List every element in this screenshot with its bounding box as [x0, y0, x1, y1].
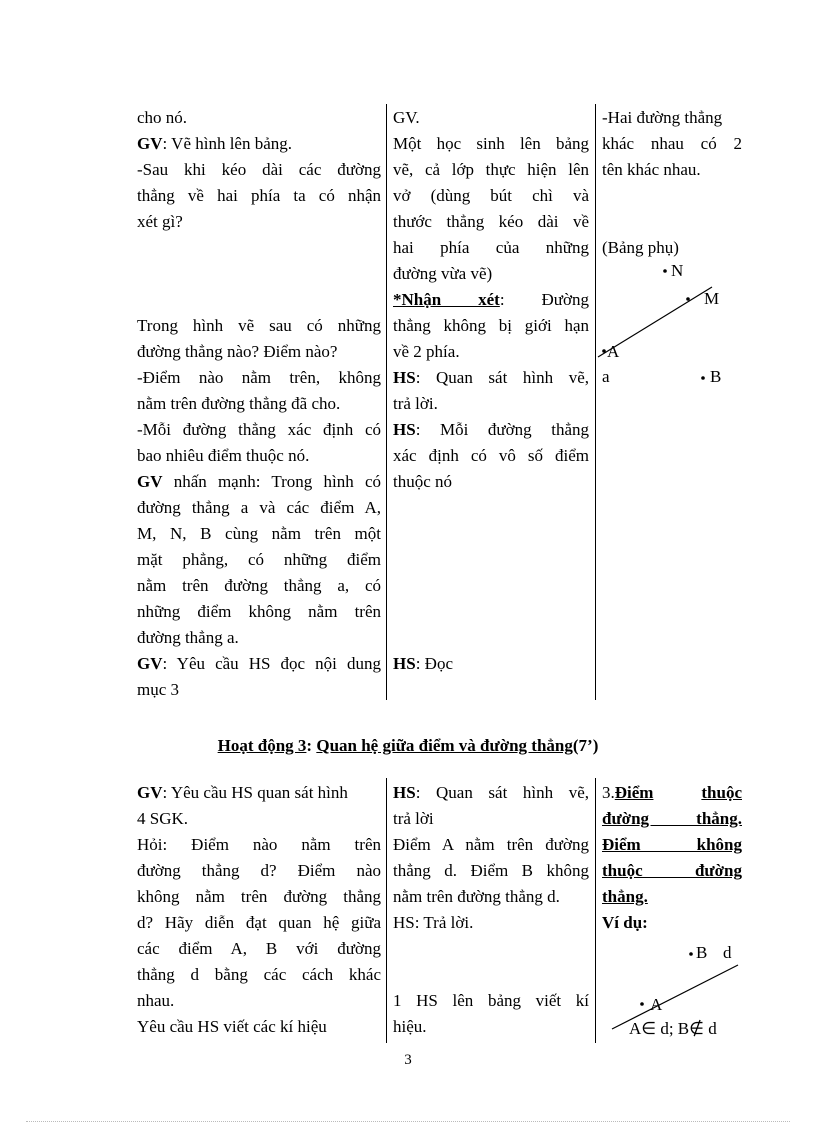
line-text: xác định có vô số điểm: [393, 446, 589, 465]
line-text: Trong hình vẽ sau có những: [137, 316, 381, 335]
keyword: HS: [393, 654, 416, 673]
label-N: N: [671, 261, 684, 280]
line-text: các điểm A, B với đường: [137, 939, 381, 958]
keyword: HS: [393, 368, 416, 387]
label-B2: B: [696, 943, 708, 962]
keyword: GV: [137, 472, 163, 491]
label-M: M: [704, 289, 720, 308]
line-text: : Quan sát hình vẽ,: [415, 783, 589, 802]
line-text: trả lời: [393, 809, 434, 828]
keyword: HS: [393, 783, 416, 802]
line-text: : Đường: [499, 290, 589, 309]
line-text: M, N, B cùng nằm trên một: [137, 524, 381, 543]
line-text: -Sau khi kéo dài các đường: [137, 160, 381, 179]
line-text: -Điểm nào nằm trên, không: [137, 368, 381, 387]
label-B: B: [710, 367, 722, 386]
line-text: thẳng về hai phía ta có nhận: [137, 186, 381, 205]
keyword: *Nhận xét: [393, 290, 500, 309]
line-text: thẳng d. Điểm B không: [393, 861, 589, 880]
section-3-title-line-3: Điểm không: [602, 835, 742, 854]
line-text: những điểm không nằm trên: [137, 602, 381, 621]
line-text: đường vừa vẽ): [393, 264, 493, 283]
line-text: mục 3: [137, 680, 180, 699]
line-text: : Mỗi đường thẳng: [415, 420, 589, 439]
page-bottom-border: [26, 1121, 790, 1122]
line-text: : Vẽ hình lên bảng.: [162, 134, 293, 153]
line-text: bao nhiêu điểm thuộc nó.: [137, 446, 310, 465]
line-text: -Mỗi đường thẳng xác định có: [137, 420, 381, 439]
label-d: d: [723, 943, 732, 962]
heading-colon: :: [306, 736, 317, 755]
label-a: a: [602, 367, 610, 386]
line-text: : Quan sát hình vẽ,: [415, 368, 589, 387]
line-text: khác nhau có 2: [602, 134, 742, 153]
line-text: thuộc nó: [393, 472, 453, 491]
keyword: GV: [137, 783, 163, 802]
line-text: nhấn mạnh: Trong hình có: [162, 472, 381, 491]
line-text: xét gì?: [137, 212, 183, 231]
line-text: nằm trên đường thẳng đã cho.: [137, 394, 341, 413]
line-text: Một học sinh lên bảng: [393, 134, 589, 153]
line-text: 1 HS lên bảng viết kí: [393, 991, 589, 1010]
line-text: Hỏi: Điểm nào nằm trên: [137, 835, 381, 854]
line-text: Yêu cầu HS viết các kí hiệu: [137, 1017, 327, 1036]
line-text: -Hai đường thẳng: [602, 108, 723, 127]
label-A: A: [607, 342, 620, 361]
keyword: HS: [393, 420, 416, 439]
line-text: HS: Trả lời.: [393, 913, 474, 932]
keyword: GV: [137, 654, 163, 673]
line-text: hiệu.: [393, 1017, 427, 1036]
line-text: d? Hãy diễn đạt quan hệ giữa: [137, 913, 381, 932]
line-text: vẽ, cả lớp thực hiện lên: [393, 160, 589, 179]
section-3-title-line-1: 3.Điểm thuộc: [602, 783, 742, 802]
line-text: nhau.: [137, 991, 175, 1010]
line-text: : Đọc: [415, 654, 453, 673]
line-text: GV.: [393, 108, 420, 127]
section-3-title-line-5: thẳng.: [602, 887, 648, 906]
line-text: vở (dùng bút chì và: [393, 186, 589, 205]
line-text: cho nó.: [137, 108, 188, 127]
line-text: 4 SGK.: [137, 809, 189, 828]
line-text: tên khác nhau.: [602, 160, 701, 179]
line-text: nằm trên đường thẳng d.: [393, 887, 560, 906]
line-text: thẳng d bằng các cách khác: [137, 965, 381, 984]
line-text: không nằm trên đường thẳng: [137, 887, 381, 906]
line-text: Điểm A nằm trên đường: [393, 835, 589, 854]
line-text: : Yêu cầu HS đọc nội dung: [162, 654, 381, 673]
keyword: GV: [137, 134, 163, 153]
label-A2: A: [650, 995, 663, 1014]
point-B2-dot: [689, 952, 693, 956]
heading-duration: (7’): [572, 736, 599, 755]
line-text: mặt phẳng, có những điểm: [137, 550, 381, 569]
line-text: đường thẳng a.: [137, 628, 239, 647]
line-text: nằm trên đường thẳng a, có: [137, 576, 381, 595]
section-3-title-line-2: đường thẳng.: [602, 809, 742, 828]
section-3-title-line-4: thuộc đường: [602, 861, 742, 880]
line-text: : Yêu cầu HS quan sát hình: [162, 783, 348, 802]
line-text: hai phía của những: [393, 238, 589, 257]
membership-relation: A∈ d; B∉ d: [629, 1019, 717, 1038]
line-text: đường thẳng nào? Điểm nào?: [137, 342, 338, 361]
line-text: đường thẳng d? Điểm nào: [137, 861, 381, 880]
line-text: thẳng không bị giới hạn: [393, 316, 589, 335]
line-text: (Bảng phụ): [602, 238, 679, 257]
line-text: đường thẳng a và các điểm A,: [137, 498, 381, 517]
example-label: Ví dụ:: [602, 913, 648, 932]
line-text: thước thẳng kéo dài về: [393, 212, 589, 231]
line-text: về 2 phía.: [393, 342, 460, 361]
point-A2-dot: [640, 1002, 644, 1006]
page-number: 3: [404, 1052, 412, 1068]
line-text: trả lời.: [393, 394, 438, 413]
heading-activity: Hoạt động 3: [217, 736, 307, 755]
heading-topic: Quan hệ giữa điểm và đường thẳng: [316, 736, 573, 755]
